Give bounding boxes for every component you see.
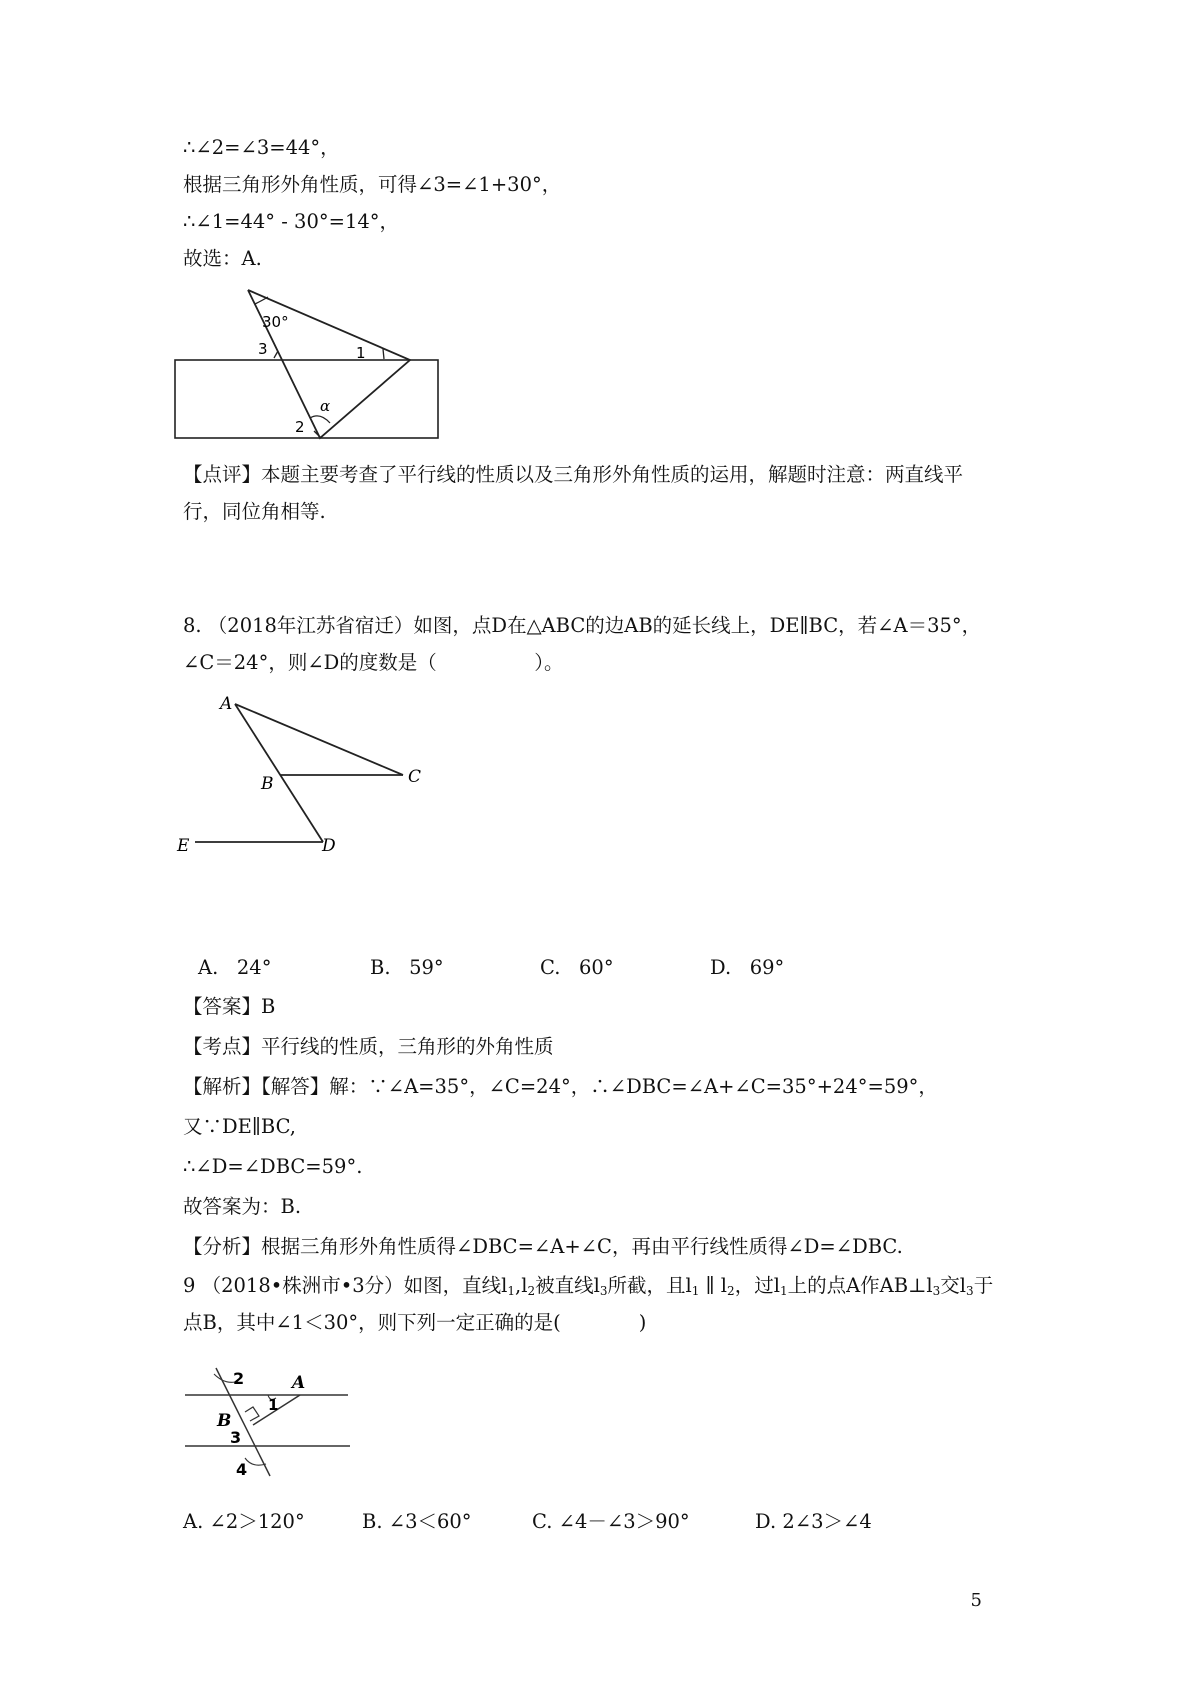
- fig-label: 3: [258, 340, 268, 358]
- fig-label: 2: [295, 418, 305, 436]
- fig-label-C: C: [408, 767, 422, 787]
- fig-label-E: E: [177, 836, 190, 856]
- q8-stem: 8. （2018年江苏省宿迁）如图，点D在△ABC的边AB的延长线上，DE∥BC，若∠A＝35°，: [183, 614, 982, 637]
- fig-label: 4: [236, 1460, 248, 1479]
- fig-label-A: A: [220, 694, 233, 714]
- solution-line: ∴∠2=∠3=44°，: [183, 136, 340, 159]
- fig-label: 2: [233, 1369, 245, 1388]
- q8-option-a: A. 24°: [198, 956, 272, 979]
- solution-line: 根据三角形外角性质，可得∠3=∠1+30°，: [183, 173, 562, 196]
- fig-label-B: B: [261, 774, 274, 794]
- q9-figure: [180, 1360, 355, 1480]
- fig-label: 30°: [262, 313, 289, 331]
- q9-option-b: B. ∠3＜60°: [362, 1510, 472, 1533]
- q8-jiexi: 故答案为：B.: [183, 1195, 302, 1218]
- triangle-ruler-figure: [170, 285, 445, 445]
- q8-jiexi: 【解析】【解答】解：∵∠A=35°，∠C=24°，∴∠DBC=∠A+∠C=35°+24°=59°，: [183, 1075, 938, 1098]
- fig-label-A: A: [292, 1373, 306, 1393]
- q8-option-b: B. 59°: [370, 956, 444, 979]
- q8-figure: [175, 690, 445, 865]
- fig-label-B: B: [217, 1411, 232, 1431]
- solution-line: 故选：A.: [183, 247, 262, 270]
- fig-label: 1: [356, 344, 366, 362]
- solution-line: ∴∠1=44° - 30°=14°，: [183, 210, 400, 233]
- q8-option-c: C. 60°: [540, 956, 614, 979]
- q8-fenxi: 【分析】根据三角形外角性质得∠DBC=∠A+∠C，再由平行线性质得∠D=∠DBC.: [183, 1235, 903, 1258]
- q9-stem: 9 （2018•株洲市•3分）如图，直线$l_1,l_2$被直线$l_3$所截，且$l_1$ ∥ $l_2$，过$l_1$上的点A作$AB\perp l_3$交$l_3$于: [183, 1274, 994, 1298]
- q8-kaodian: 【考点】平行线的性质，三角形的外角性质: [183, 1035, 554, 1058]
- review-line: 【点评】本题主要考查了平行线的性质以及三角形外角性质的运用，解题时注意：两直线平: [183, 463, 964, 486]
- q9-option-a: A. ∠2＞120°: [183, 1510, 305, 1533]
- fig-label: 1: [268, 1396, 279, 1414]
- q9-option-c: C. ∠4－∠3＞90°: [532, 1510, 690, 1533]
- q9-option-d: D. 2∠3＞∠4: [755, 1510, 872, 1533]
- review-line: 行，同位角相等.: [183, 500, 326, 523]
- q8-jiexi: 又∵DE∥BC,: [183, 1115, 296, 1138]
- fig-label: 3: [230, 1428, 242, 1447]
- q8-stem: ∠C＝24°，则∠D的度数是（ ）。: [183, 651, 564, 674]
- q9-stem: 点B，其中∠1＜30°，则下列一定正确的是( ): [183, 1311, 647, 1334]
- q8-option-d: D. 69°: [710, 956, 785, 979]
- q8-jiexi: ∴∠D=∠DBC=59°.: [183, 1155, 363, 1178]
- q8-answer: 【答案】B: [183, 995, 276, 1018]
- fig-label: α: [320, 397, 331, 415]
- fig-label-D: D: [322, 836, 336, 856]
- page-number: 5: [970, 1590, 982, 1611]
